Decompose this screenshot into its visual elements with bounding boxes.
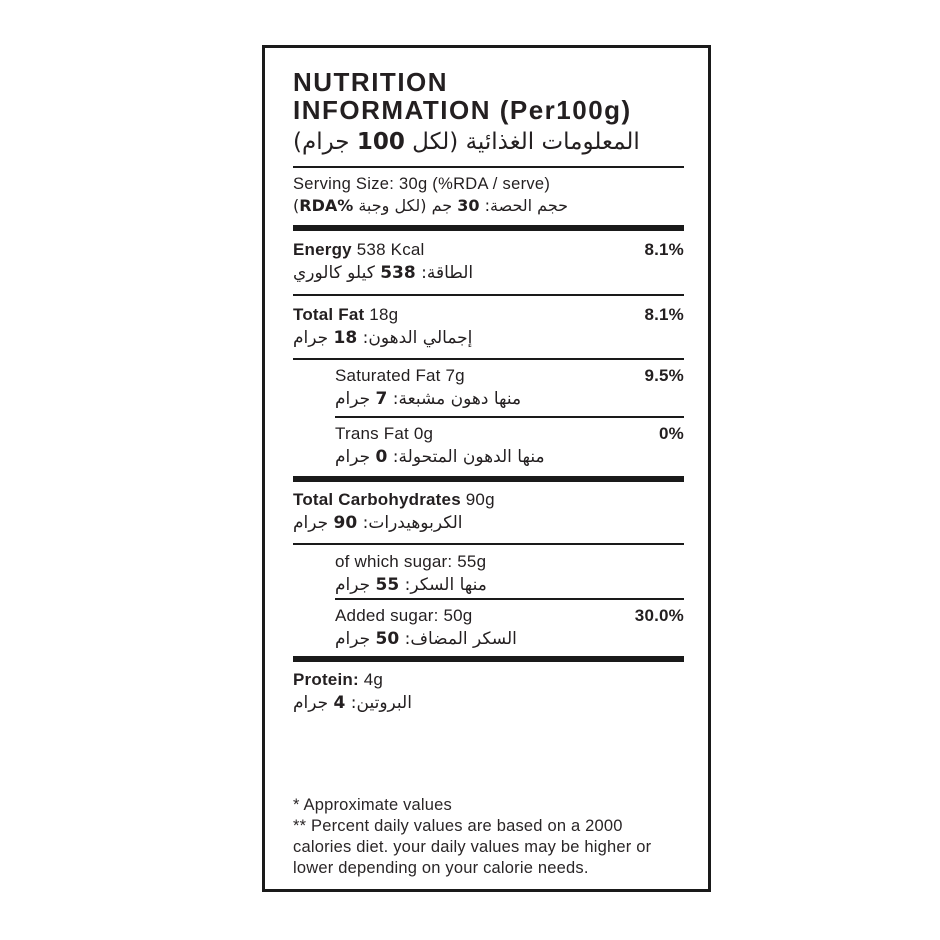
row-added-sugar	[293, 600, 684, 656]
row-total-carbohydrates	[293, 482, 684, 543]
energy-label: Energy 538 Kcal	[293, 240, 425, 259]
serving-size-en: Serving Size: 30g (%RDA / serve)	[293, 175, 551, 193]
protein-label-arabic: البروتين: 4 جرام	[293, 693, 412, 713]
added-sugar-label: Added sugar: 50g	[335, 606, 473, 625]
row-protein	[293, 662, 684, 723]
added-sugar-rda-percent: 30.0%	[634, 606, 684, 625]
protein-label: Protein: 4g	[293, 670, 384, 689]
saturated-fat-rda-percent: 9.5%	[644, 366, 684, 385]
saturated-fat-label-arabic: منها دهون مشبعة: 7 جرام	[335, 389, 522, 409]
trans-fat-label: Trans Fat 0g	[335, 424, 434, 443]
total-fat-label: Total Fat 18g	[293, 305, 399, 324]
total-fat-label-arabic: إجمالي الدهون: 18 جرام	[293, 328, 473, 348]
of-which-sugar-label-arabic: منها السكر: 55 جرام	[335, 575, 487, 595]
row-trans-fat	[293, 418, 684, 476]
energy-label-arabic: الطاقة: 538 كيلو كالوري	[293, 263, 474, 283]
row-of-which-sugar	[293, 545, 684, 598]
label-title-arabic: المعلومات الغذائية (لكل 100 جرام)	[293, 129, 640, 155]
serving-size-arabic: حجم الحصة: 30 جم (لكل وجبة %RDA)	[293, 196, 569, 215]
row-energy	[293, 231, 684, 294]
row-saturated-fat	[293, 360, 684, 416]
row-total-fat	[293, 296, 684, 358]
energy-rda-percent: 8.1%	[644, 240, 684, 259]
total-carbohydrates-label-arabic: الكربوهيدرات: 90 جرام	[293, 513, 463, 533]
added-sugar-label-arabic: السكر المضاف: 50 جرام	[335, 629, 517, 649]
trans-fat-label-arabic: منها الدهون المتحولة: 0 جرام	[335, 447, 545, 467]
total-fat-rda-percent: 8.1%	[644, 305, 684, 324]
footnote-percent-daily-values: ** Percent daily values are based on a 2000 calories diet. your daily values may be higher or lower depending on your calorie needs.	[293, 817, 652, 877]
footnote-approximate-values: * Approximate values	[293, 796, 453, 814]
label-title-line1: NUTRITION	[293, 67, 449, 97]
saturated-fat-label: Saturated Fat 7g	[335, 366, 465, 385]
of-which-sugar-label: of which sugar: 55g	[335, 552, 487, 571]
nutrition-label-panel	[262, 45, 711, 892]
label-title-line2: INFORMATION (Per100g)	[293, 95, 632, 125]
trans-fat-rda-percent: 0%	[659, 424, 684, 443]
divider-thin	[293, 166, 684, 168]
total-carbohydrates-label: Total Carbohydrates 90g	[293, 490, 495, 509]
footnotes	[293, 795, 684, 879]
label-title	[293, 68, 684, 124]
